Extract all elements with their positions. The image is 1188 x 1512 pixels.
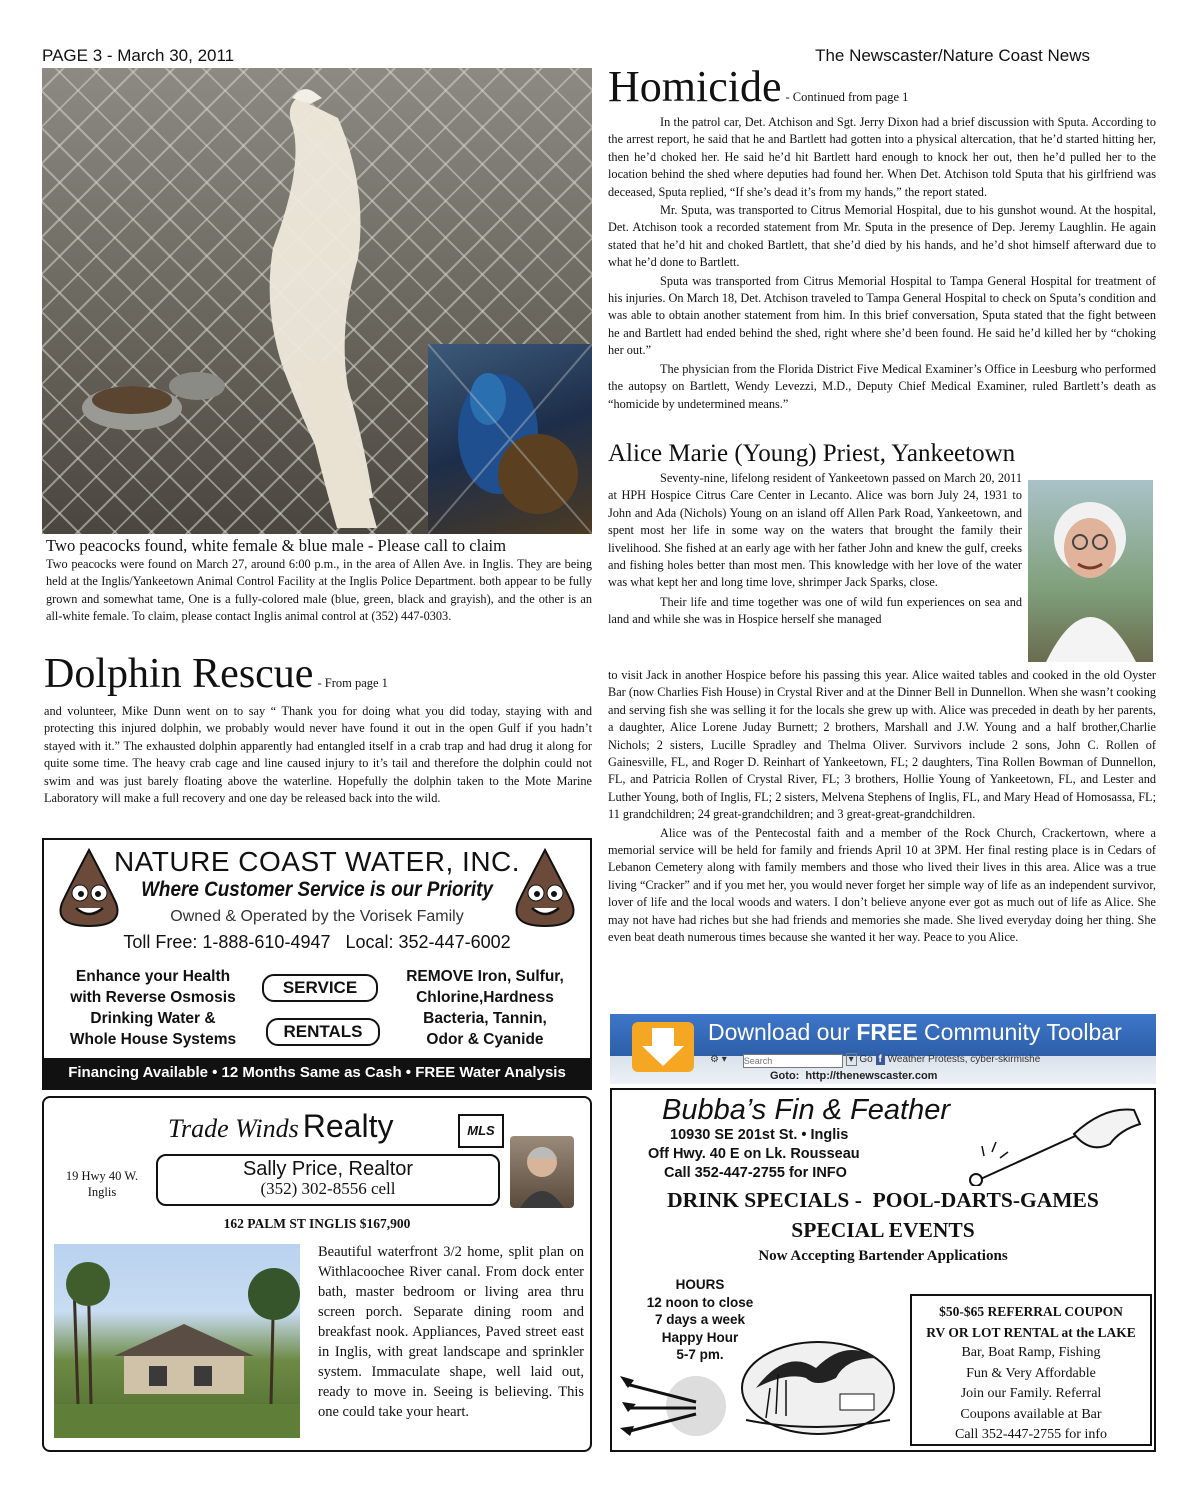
obituary-paragraph: Their life and time together was one of wild fun experiences on sea and land and while she was in Hospice herself she managed: [608, 594, 1022, 627]
obituary-headline: Alice Marie (Young) Priest, Yankeetown: [608, 440, 1016, 467]
agent-cell: (352) 302-8556 cell: [260, 1179, 396, 1198]
dolphin-jump: - From page 1: [317, 676, 388, 690]
toolbar-ad: [610, 1014, 1156, 1084]
obituary-photo: [1028, 480, 1153, 662]
bar-info: [648, 1126, 938, 1183]
water-phones: Toll Free: 1-888-610-4947 Local: 352-447-6002: [123, 932, 511, 952]
bar-hours-line: 7 days a week: [654, 1312, 746, 1327]
water-left-line: Enhance your Health: [75, 968, 231, 985]
obituary-paragraph: to visit Jack in another Hospice before his passing this year. Alice waited tables and cooked in the old Oyster Bar (now Charlies Fish House) in Crystal River and at the Dinner Bell in Dunnellon. When she wasn’t cooking and serving fish she was selling it for the locals she grew up with. Alice was preceded in death by her parents, a daughter, Alice Lorene Juday Burnett; 2 brothers, Marshall and J.W. Young and a half brother,Charlie Nichols; 2 sisters, Lucille Spradley and Thelma Oliver. Survivors include 2 sons, John C. Rollen of Gainesville, FL, and Roger D. Reinhart of Yankeetown, FL; 2 daughters, Tina Rollen Bowman of Dunnellon, FL, and Patricia Rollen of Crystal River, FL; 3 brothers, Hollie Young of Yankeetown, FL, and Lester and Luther Young, both of Inglis, FL; 2 sisters, Melvena Stephens of Inglis, FL, and Mary Head of Homosassa, FL; 11 grandchildren; 24 great-grandchildren; and 3 great-great-grandchildren.: [608, 668, 1156, 822]
water-right-line: Bacteria, Tannin,: [423, 1010, 547, 1027]
water-owned: Owned & Operated by the Vorisek Family: [170, 908, 464, 925]
realty-address: [52, 1168, 152, 1200]
dolphin-headline-row: [44, 650, 388, 698]
toolbar-goto[interactable]: Goto: http://thenewscaster.com: [770, 1070, 938, 1082]
bar-hours-line: 12 noon to close: [646, 1294, 754, 1310]
homicide-body: [608, 114, 1156, 414]
realty-brand: [168, 1108, 393, 1145]
bar-hours-line: 5-7 pm.: [676, 1347, 724, 1362]
referral-coupon: [910, 1294, 1152, 1446]
coupon-line: RV OR LOT RENTAL at the LAKE: [926, 1324, 1136, 1340]
bar-specials: DRINK SPECIALS - POOL-DARTS-GAMES: [667, 1188, 1099, 1212]
listing-description: Beautiful waterfront 3/2 home, split plan on Withlacoochee River canal. From dock enter bath, master bedroom or living area thru screen porch. Separate dining room and breakfast nook. Appliances, Paved street east in Inglis, with great landscape and sprinkler system. Immaculate shape, well laid out, ready to move in. Seeing is believing. This one could take your heart.: [318, 1244, 584, 1420]
realty-brand-word: Realty: [302, 1108, 394, 1144]
toolbar-title-free: FREE: [856, 1019, 918, 1045]
peacock-caption-title: Two peacocks found, white female & blue male - Please call to claim: [46, 536, 507, 555]
water-left-line: with Reverse Osmosis: [70, 989, 236, 1006]
toolbar-title: [708, 1019, 1122, 1046]
coupon-line: Call 352-447-2755 for info: [954, 1427, 1108, 1442]
blue-peacock-photo: [428, 344, 592, 534]
bar-hours-line: HOURS: [675, 1277, 725, 1292]
water-right-line: Odor & Cyanide: [426, 1031, 544, 1048]
toolbar-strip: [710, 1054, 1150, 1070]
obituary-wrapped-1: [608, 470, 1022, 630]
water-company: NATURE COAST WATER, INC.: [113, 846, 521, 877]
toolbar-title-post: Community Toolbar: [917, 1019, 1122, 1045]
water-right-block: [382, 966, 588, 1050]
house-photo: [54, 1244, 300, 1438]
dolphin-text: and volunteer, Mike Dunn went on to say “ Thank you for doing what you did today, staying with and protecting this injured dolphin, we probably would never have found it out in the open Gulf if you hadn’t stayed with it.” The exhausted dolphin apparently had entangled itself in a crab trap and had drug it along for quite some time. The heavy crab cage and line caused injury to it’s tail and therefore the dolphin could not swim and was just barely floating above the waterline. Hopefully the dolphin taken to the Mote Marine Laboratory will make a full recovery and one day be released back into the wild.: [44, 704, 592, 806]
homicide-headline: Homicide: [608, 62, 782, 111]
homicide-jump: - Continued from page 1: [785, 90, 909, 104]
rentals-badge: RENTALS: [266, 1018, 380, 1046]
water-ad: [42, 838, 592, 1090]
service-badge: SERVICE: [262, 974, 378, 1002]
toolbar-go-button[interactable]: Go: [859, 1054, 873, 1065]
toolbar-weather[interactable]: Weather: [887, 1054, 926, 1065]
blue-peacock-illustration: [428, 344, 592, 534]
coupon-line: Bar, Boat Ramp, Fishing: [961, 1345, 1101, 1360]
homicide-paragraph: In the patrol car, Det. Atchison and Sgt. Jerry Dixon had a brief discussion with Sputa. According to the arrest report, he said that he and Bartlett had gotten into a physical altercation, that he’d started hitting her, then he’d choked her. He said he’d hit Bartlett hard enough to knock her out, then he’d pulled her to the location behind the shed where deputies had found her. When Det. Atchison told Sputa that his girlfriend was deceased, Sputa replied, “If she’s dead it’s from my hands,” the report stated.: [608, 115, 1156, 199]
agent-avatar: [510, 1136, 574, 1208]
bar-events: SPECIAL EVENTS: [791, 1218, 975, 1242]
toolbar-dropdown-icon[interactable]: ▾: [846, 1053, 857, 1066]
realty-address-line: 19 Hwy 40 W.: [65, 1169, 139, 1183]
agent-box: [156, 1154, 500, 1206]
water-left-block: [48, 966, 258, 1050]
coupon-line: Fun & Very Affordable: [966, 1365, 1096, 1381]
toolbar-title-pre: Download our: [708, 1019, 857, 1045]
water-left-line: Drinking Water &: [90, 1010, 216, 1027]
homicide-paragraph: The physician from the Florida District Five Medical Examiner’s Office in Leesburg who performed the autopsy on Bartlett, Wendy Levezzi, M.D., Deputy Chief Medical Examiner, ruled Bartlett’s death as “homicide by undetermined means.”: [608, 361, 1156, 411]
homicide-paragraph: Sputa was transported from Citrus Memorial Hospital to Tampa General Hospital for treatment of his injuries. On March 18, Det. Atchison traveled to Tampa General Hospital to check on Sputa’s condition and was able to obtain another statement from him. In this brief conversation, Sputa stated that the fight between he and Bartlett had ended behind the shed, right where she’d been found. He said he’d killed her by “choking her out.”: [608, 273, 1156, 358]
obituary-paragraph: Seventy-nine, lifelong resident of Yankeetown passed on March 20, 2011 at HPH Hospice Citrus Care Center in Lecanto. Alice was born July 24, 1931 to John and Ada (Nichols) Young on an island off Allen Park Road, Yankeetown, and spent most her life in some way on the waters that brought the family their livelihood. She fished at an early age with her father John and knew the gulf, creeks and fishing holes better than most men. This knowledge with her love of the water was what kept her and long time love, shrimper Jack Sparks, close.: [608, 471, 1022, 590]
water-footer: Financing Available • 12 Months Same as Cash • FREE Water Analysis: [44, 1058, 590, 1088]
realty-ad: [42, 1096, 592, 1452]
facebook-icon[interactable]: f: [876, 1054, 885, 1065]
toolbar-menu-icon: ⚙ ▾: [710, 1054, 727, 1065]
homicide-headline-row: [608, 64, 908, 110]
dolphin-headline: Dolphin Rescue: [44, 651, 314, 697]
toolbar-search-input[interactable]: [743, 1054, 843, 1068]
bar-ad: [610, 1088, 1156, 1452]
obituary-full-width: [608, 667, 1156, 948]
bar-name: Bubba’s Fin & Feather: [662, 1094, 951, 1126]
coupon-line: Coupons available at Bar: [960, 1406, 1102, 1422]
water-right-line: Chlorine,Hardness: [416, 989, 554, 1006]
mls-logo: MLS: [458, 1114, 504, 1148]
realty-address-line: Inglis: [87, 1185, 117, 1199]
bar-apps: Now Accepting Bartender Applications: [758, 1248, 1008, 1264]
listing-title: 162 PALM ST INGLIS $167,900: [223, 1216, 411, 1231]
bar-address: 10930 SE 201st St. • Inglis: [670, 1127, 849, 1143]
eagle-lake-illustration: [736, 1328, 900, 1440]
pool-cue-hand-icon: [964, 1102, 1144, 1186]
water-left-line: Whole House Systems: [69, 1031, 237, 1048]
bar-call: Call 352-447-2755 for INFO: [664, 1165, 847, 1181]
bar-directions: Off Hwy. 40 E on Lk. Rousseau: [648, 1146, 860, 1162]
person-icon: [510, 1136, 574, 1208]
house-illustration: [54, 1244, 300, 1438]
coupon-line: Join our Family. Referral: [960, 1386, 1102, 1401]
page-label: PAGE 3 - March 30, 2011: [42, 46, 235, 65]
realty-brand-script: Trade Winds: [168, 1114, 299, 1143]
toolbar-news[interactable]: Protests, cyber-skirmishe: [928, 1054, 1041, 1065]
darts-icon: [616, 1362, 726, 1446]
water-right-line: REMOVE Iron, Sulfur,: [406, 968, 564, 985]
paper-name: The Newscaster/Nature Coast News: [815, 46, 1090, 65]
download-arrow-icon: [632, 1022, 694, 1072]
homicide-paragraph: Mr. Sputa, was transported to Citrus Memorial Hospital, due to his gunshot wound. At the hospital, Det. Atchison took a recorded statement from Mr. Sputa in the presence of Dep. Jeremy Laughlin. He again stated that he’d hit and choked Bartlett, that she’d died by his hands, and he’d shot himself afterward due to what he’d done to Bartlett.: [608, 203, 1156, 270]
coupon-line: $50-$65 REFERRAL COUPON: [939, 1304, 1123, 1319]
agent-name: Sally Price, Realtor: [242, 1158, 414, 1180]
woman-portrait-illustration: [1028, 480, 1153, 662]
peacock-caption-text: Two peacocks were found on March 27, around 6:00 p.m., in the area of Allen Ave. in Inglis. They are being held at the Inglis/Yankeetown Animal Control Facility at the Inglis Police Department. both appear to be fully grown and somewhat tame, One is a fully-colored male (blue, green, black and grayish), and the other is an all-white female. To claim, please contact Inglis animal control at (352) 447-0303.: [46, 557, 592, 624]
obituary-paragraph: Alice was of the Pentecostal faith and a member of the Rock Church, Crackertown, where a memorial service will be held for family and friends April 10 at 3PM. Her final resting place is in Cedars of Lebanon Cemetery along with family members and those who lived their lives in this area. Alice was a true living “Cracker” and if you met her, you would never forget her simple way of life as an independent survivor, lover of life and the local woods and waters. I don’t believe anyone ever got as much out of life as Alice. She may not have had riches but she had friends and memories she made. She lived everyday doing her thing. She even beat death numerous times because she wanted it her way. Peace to you Alice.: [608, 825, 1156, 945]
water-slogan: Where Customer Service is our Priority: [141, 878, 493, 901]
bar-hours-line: Happy Hour: [661, 1329, 739, 1345]
